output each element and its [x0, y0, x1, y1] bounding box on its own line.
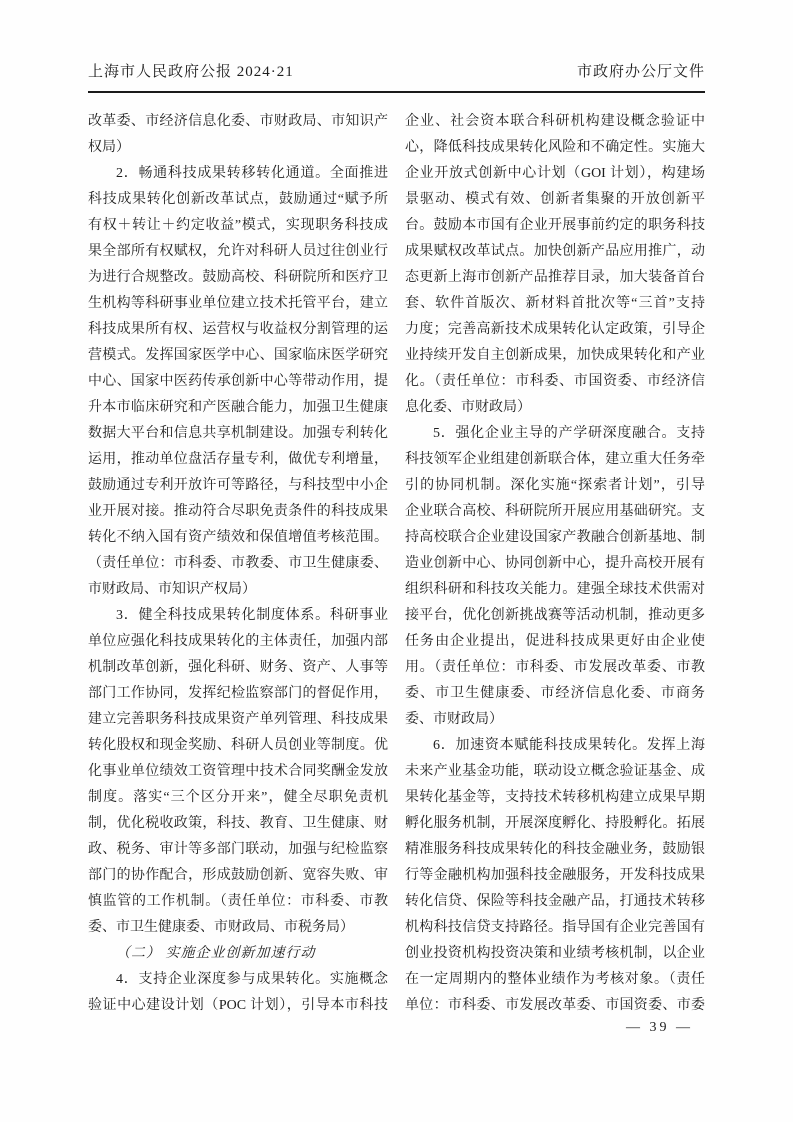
text-line: 数据大平台和信息共享机制建设。加强专利转化 [88, 426, 388, 441]
text-line: 接平台，优化创新挑战赛等活动机制，推动更多 [405, 608, 705, 623]
text-line: 企业联合高校、科研院所开展应用基础研究。支 [405, 504, 705, 519]
text-line: 息化委、市财政局） [405, 400, 531, 415]
text-line: 为进行合规整改。鼓励高校、科研院所和医疗卫 [88, 270, 388, 285]
text-line: 创业投资机构投资决策和业绩考核机制，以企业 [405, 946, 705, 961]
text-line: 在一定周期内的整体业绩作为考核对象。（责任 [405, 972, 705, 987]
text-line: 景驱动、模式有效、创新者集聚的开放创新平 [405, 192, 705, 207]
text-line: 权局） [88, 140, 130, 155]
text-line: 验证中心建设计划（POC 计划），引导本市科技 [88, 998, 388, 1013]
text-line: 慎监管的工作机制。（责任单位：市科委、市教 [88, 894, 388, 909]
text-line: 企业开放式创新中心计划（GOI 计划），构建场 [405, 166, 705, 181]
text-line: 化事业单位绩效工资管理中技术合同奖酬金发放 [88, 764, 388, 779]
text-line: 用。（责任单位：市科委、市发展改革委、市教 [405, 660, 705, 675]
text-line: 营模式。发挥国家医学中心、国家临床医学研究 [88, 348, 388, 363]
text-line: 未来产业基金功能，联动设立概念验证基金、成 [405, 764, 705, 779]
content-columns [88, 109, 705, 1019]
text-line: 中心、国家中医药传承创新中心等带动作用，提 [88, 374, 388, 389]
text-line: 成果赋权改革试点。加快创新产品应用推广，动 [405, 244, 705, 259]
text-line: 制，优化税收政策，科技、教育、卫生健康、财 [88, 816, 388, 831]
text-line: 转化股权和现金奖励、科研人员创业等制度。优 [88, 738, 388, 753]
text-line: 委、市卫生健康委、市经济信息化委、市商务 [405, 686, 705, 701]
text-line: 行等金融机构加强科技金融服务，开发科技成果 [405, 868, 705, 883]
text-line: 科技成果所有权、运营权与收益权分割管理的运 [88, 322, 388, 337]
header-section-label: 市政府办公厅文件 [576, 64, 705, 80]
text-line: 升本市临床研究和产医融合能力，加强卫生健康 [88, 400, 388, 415]
text-line: 引的协同机制。深化实施“探索者计划”，引导 [405, 478, 705, 493]
text-line: 4．支持企业深度参与成果转化。实施概念 [116, 972, 388, 987]
text-line: 2．畅通科技成果转移转化通道。全面推进 [116, 166, 388, 181]
text-line: 组织科研和科技攻关能力。建强全球技术供需对 [405, 582, 705, 597]
text-line: 有权＋转让＋约定收益”模式，实现职务科技成 [88, 218, 388, 233]
text-line: 3．健全科技成果转化制度体系。科研事业 [116, 608, 388, 623]
text-line: 业持续开发自主创新成果，加快成果转化和产业 [405, 348, 705, 363]
text-line: 力度；完善高新技术成果转化认定政策，引导企 [405, 322, 705, 337]
column-right [405, 109, 705, 1019]
text-line: 政、税务、审计等多部门联动，加强与纪检监察 [88, 842, 388, 857]
text-line: 持高校联合企业建设国家产教融合创新基地、制 [405, 530, 705, 545]
text-line: 果转化基金等，支持技术转移机构建立成果早期 [405, 790, 705, 805]
text-line: 转化不纳入国有资产绩效和保值增值考核范围。 [88, 530, 388, 545]
text-line: 造业创新中心、协同创新中心，提升高校开展有 [405, 556, 705, 571]
text-line: 孵化服务机制，开展深度孵化、持股孵化。拓展 [405, 816, 705, 831]
text-line: 部门工作协同，发挥纪检监察部门的督促作用， [88, 686, 388, 701]
text-line: 生机构等科研事业单位建立技术托管平台，建立 [88, 296, 388, 311]
text-line: 改革委、市经济信息化委、市财政局、市知识产 [88, 114, 388, 129]
text-line: 委、市卫生健康委、市财政局、市税务局） [88, 920, 354, 935]
text-line: 单位应强化科技成果转化的主体责任，加强内部 [88, 634, 388, 649]
text-line: 建立完善职务科技成果资产单列管理、科技成果 [88, 712, 388, 727]
text-line: 企业、社会资本联合科研机构建设概念验证中 [405, 114, 705, 129]
text-line: （责任单位：市科委、市教委、市卫生健康委、 [88, 556, 388, 571]
text-line: 精准服务科技成果转化的科技金融业务，鼓励银 [405, 842, 705, 857]
text-line: 鼓励通过专利开放许可等路径，与科技型中小企 [88, 478, 388, 493]
text-line: 化。（责任单位：市科委、市国资委、市经济信 [405, 374, 705, 389]
text-line: 套、软件首版次、新材料首批次等“三首”支持 [405, 296, 705, 311]
text-line: 台。鼓励本市国有企业开展事前约定的职务科技 [405, 218, 705, 233]
text-line: 制度。落实“三个区分开来”，健全尽职免责机 [88, 790, 388, 805]
text-line: 态更新上海市创新产品推荐目录，加大装备首台 [405, 270, 705, 285]
text-line: 心，降低科技成果转化风险和不确定性。实施大 [405, 140, 705, 155]
page-header [88, 60, 705, 81]
text-line: 单位：市科委、市发展改革委、市国资委、市委 [405, 998, 705, 1013]
text-line: 委、市财政局） [405, 712, 503, 727]
text-line: 5．强化企业主导的产学研深度融合。支持 [433, 426, 705, 441]
column-left [88, 109, 388, 1019]
header-gazette-title: 上海市人民政府公报 2024·21 [88, 64, 294, 80]
section-heading: （二） 实施企业创新加速行动 [116, 946, 316, 961]
text-line: 运用，推动单位盘活存量专利，做优专利增量， [88, 452, 388, 467]
text-line: 科技领军企业组建创新联合体，建立重大任务牵 [405, 452, 705, 467]
text-line: 业开展对接。推动符合尽职免责条件的科技成果 [88, 504, 388, 519]
text-line: 市财政局、市知识产权局） [88, 582, 256, 597]
text-line: 果全部所有权赋权，允许对科研人员过往创业行 [88, 244, 388, 259]
text-line: 部门的协作配合，形成鼓励创新、宽容失败、审 [88, 868, 388, 883]
page-number: — 39 — [626, 1020, 693, 1035]
text-line: 转化信贷、保险等科技金融产品，打通技术转移 [405, 894, 705, 909]
text-line: 任务由企业提出，促进科技成果更好由企业使 [405, 634, 705, 649]
text-line: 机制改革创新，强化科研、财务、资产、人事等 [88, 660, 388, 675]
text-line: 科技成果转化创新改革试点，鼓励通过“赋予所 [88, 192, 388, 207]
text-line: 机构科技信贷支持路径。指导国有企业完善国有 [405, 920, 705, 935]
header-divider [88, 91, 705, 93]
text-line: 6．加速资本赋能科技成果转化。发挥上海 [433, 738, 705, 753]
